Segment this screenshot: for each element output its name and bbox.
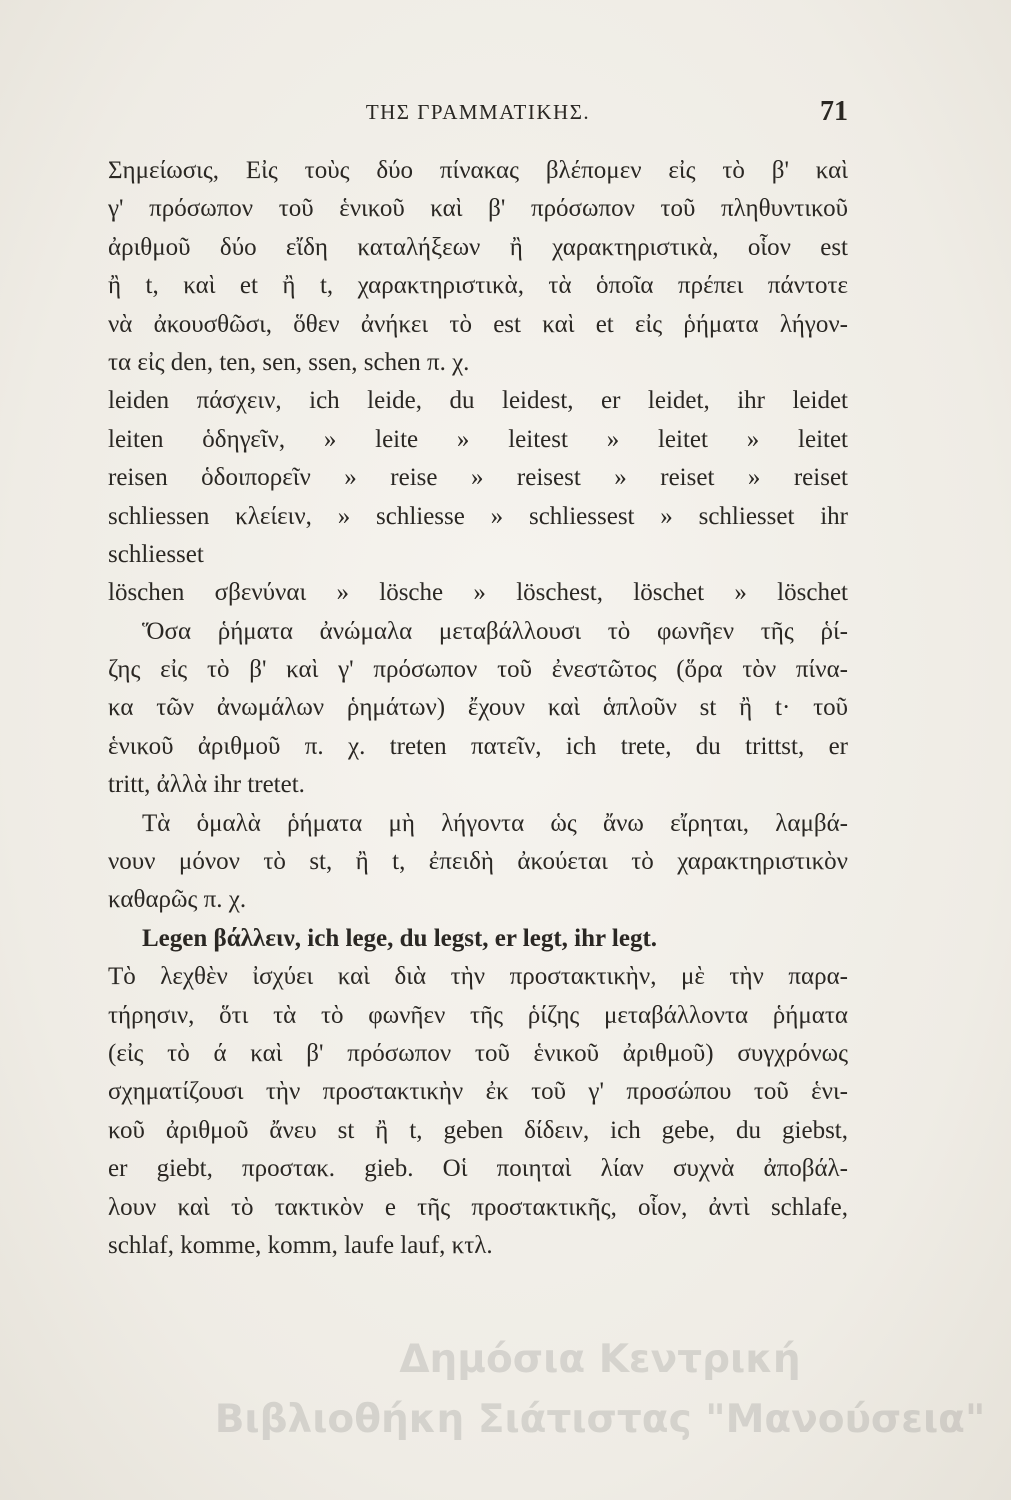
text-line: schliesset xyxy=(108,540,204,568)
text-line: νουν μόνον τὸ st, ἢ t, ἐπειδὴ ἀκούεται τὸ χαρακτηριστικὸν xyxy=(108,848,848,876)
text-line: γ' πρόσωπον τοῦ ἑνικοῦ καὶ β' πρόσωπον τοῦ πληθυντικοῦ xyxy=(108,195,848,223)
text-line: κοῦ ἀριθμοῦ ἄνευ st ἢ t, geben δίδειν, ich gebe, du giebst, xyxy=(108,1116,848,1144)
page-body xyxy=(108,152,848,1265)
text-line: ἀριθμοῦ δύο εἴδη καταλήξεων ἢ χαρακτηριστικὰ, οἷον est xyxy=(108,233,848,261)
text-line: σχηματίζουσι τὴν προστακτικὴν ἐκ τοῦ γ' προσώπου τοῦ ἑνι- xyxy=(108,1078,848,1106)
text-line: Σημείωσις, Εἰς τοὺς δύο πίνακας βλέπομεν εἰς τὸ β' καὶ xyxy=(108,157,848,184)
page-number: 71 xyxy=(820,96,848,127)
text-line: κα τῶν ἀνωμάλων ῥημάτων) ἔχουν καὶ ἁπλοῦν st ἢ t· τοῦ xyxy=(108,694,848,722)
text-line: tritt, ἀλλὰ ihr tretet. xyxy=(108,771,305,799)
text-line: schlaf, komme, komm, laufe lauf, κτλ. xyxy=(108,1231,493,1259)
stamp-line-2: Βιβλιοθήκη Σιάτιστας "Μανούσεια" xyxy=(214,1397,986,1442)
text-line: Ὅσα ῥήματα ἀνώμαλα μεταβάλλουσι τὸ φωνῆεν τῆς ῥί- xyxy=(142,617,848,645)
text-line: leiden πάσχειν, ich leide, du leidest, er leidet, ihr leidet xyxy=(108,387,848,415)
stamp-line-1: Δημόσια Κεντρική xyxy=(399,1337,801,1382)
text-line: Τὸ λεχθὲν ἰσχύει καὶ διὰ τὴν προστακτικὴν, μὲ τὴν παρα- xyxy=(108,963,848,991)
text-line: reisen ὁδοιπορεῖν » reise » reisest » reiset » reiset xyxy=(108,464,848,492)
text-line: leiten ὁδηγεῖν, » leite » leitest » leitet » leitet xyxy=(108,425,848,453)
text-line: λουν καὶ τὸ τακτικὸν e τῆς προστακτικῆς, οἷον, ἀντὶ schlafe, xyxy=(108,1193,848,1221)
text-line: νὰ ἀκουσθῶσι, ὅθεν ἀνήκει τὸ est καὶ et εἰς ῥήματα λήγον- xyxy=(108,310,848,338)
text-line: τα εἰς den, ten, sen, ssen, schen π. χ. xyxy=(108,348,470,376)
text-line: ἢ t, καὶ et ἢ t, χαρακτηριστικὰ, τὰ ὁποῖα πρέπει πάντοτε xyxy=(108,272,848,300)
text-line: ἑνικοῦ ἀριθμοῦ π. χ. treten πατεῖν, ich trete, du trittst, er xyxy=(108,732,848,760)
text-line: er giebt, προστακ. gieb. Οἱ ποιηταὶ λίαν συχνὰ ἀποβάλ- xyxy=(108,1155,848,1183)
text-line: καθαρῶς π. χ. xyxy=(108,886,247,914)
page-header xyxy=(108,96,848,136)
text-line: τήρησιν, ὅτι τὰ τὸ φωνῆεν τῆς ῥίζης μεταβάλλοντα ῥήματα xyxy=(108,1001,848,1029)
text-line: Legen βάλλειν, ich lege, du legst, er legt, ihr legt. xyxy=(142,924,658,952)
text-line: löschen σβενύναι » lösche » löschest, löschet » löschet xyxy=(108,579,848,607)
text-line: ζης εἰς τὸ β' καὶ γ' πρόσωπον τοῦ ἐνεστῶτος (ὅρα τὸν πίνα- xyxy=(108,656,848,684)
text-line: schliessen κλείειν, » schliesse » schliessest » schliesset ihr xyxy=(108,502,848,530)
running-title: ΤΗΣ ΓΡΑΜΜΑΤΙΚΗΣ. xyxy=(365,100,591,124)
text-line: Τὰ ὁμαλὰ ῥήματα μὴ λήγοντα ὡς ἄνω εἴρηται, λαμβά- xyxy=(142,809,848,837)
text-line: (εἰς τὸ ά καὶ β' πρόσωπον τοῦ ἑνικοῦ ἀριθμοῦ) συγχρόνως xyxy=(108,1039,848,1067)
library-watermark-stamp xyxy=(200,1330,1000,1450)
